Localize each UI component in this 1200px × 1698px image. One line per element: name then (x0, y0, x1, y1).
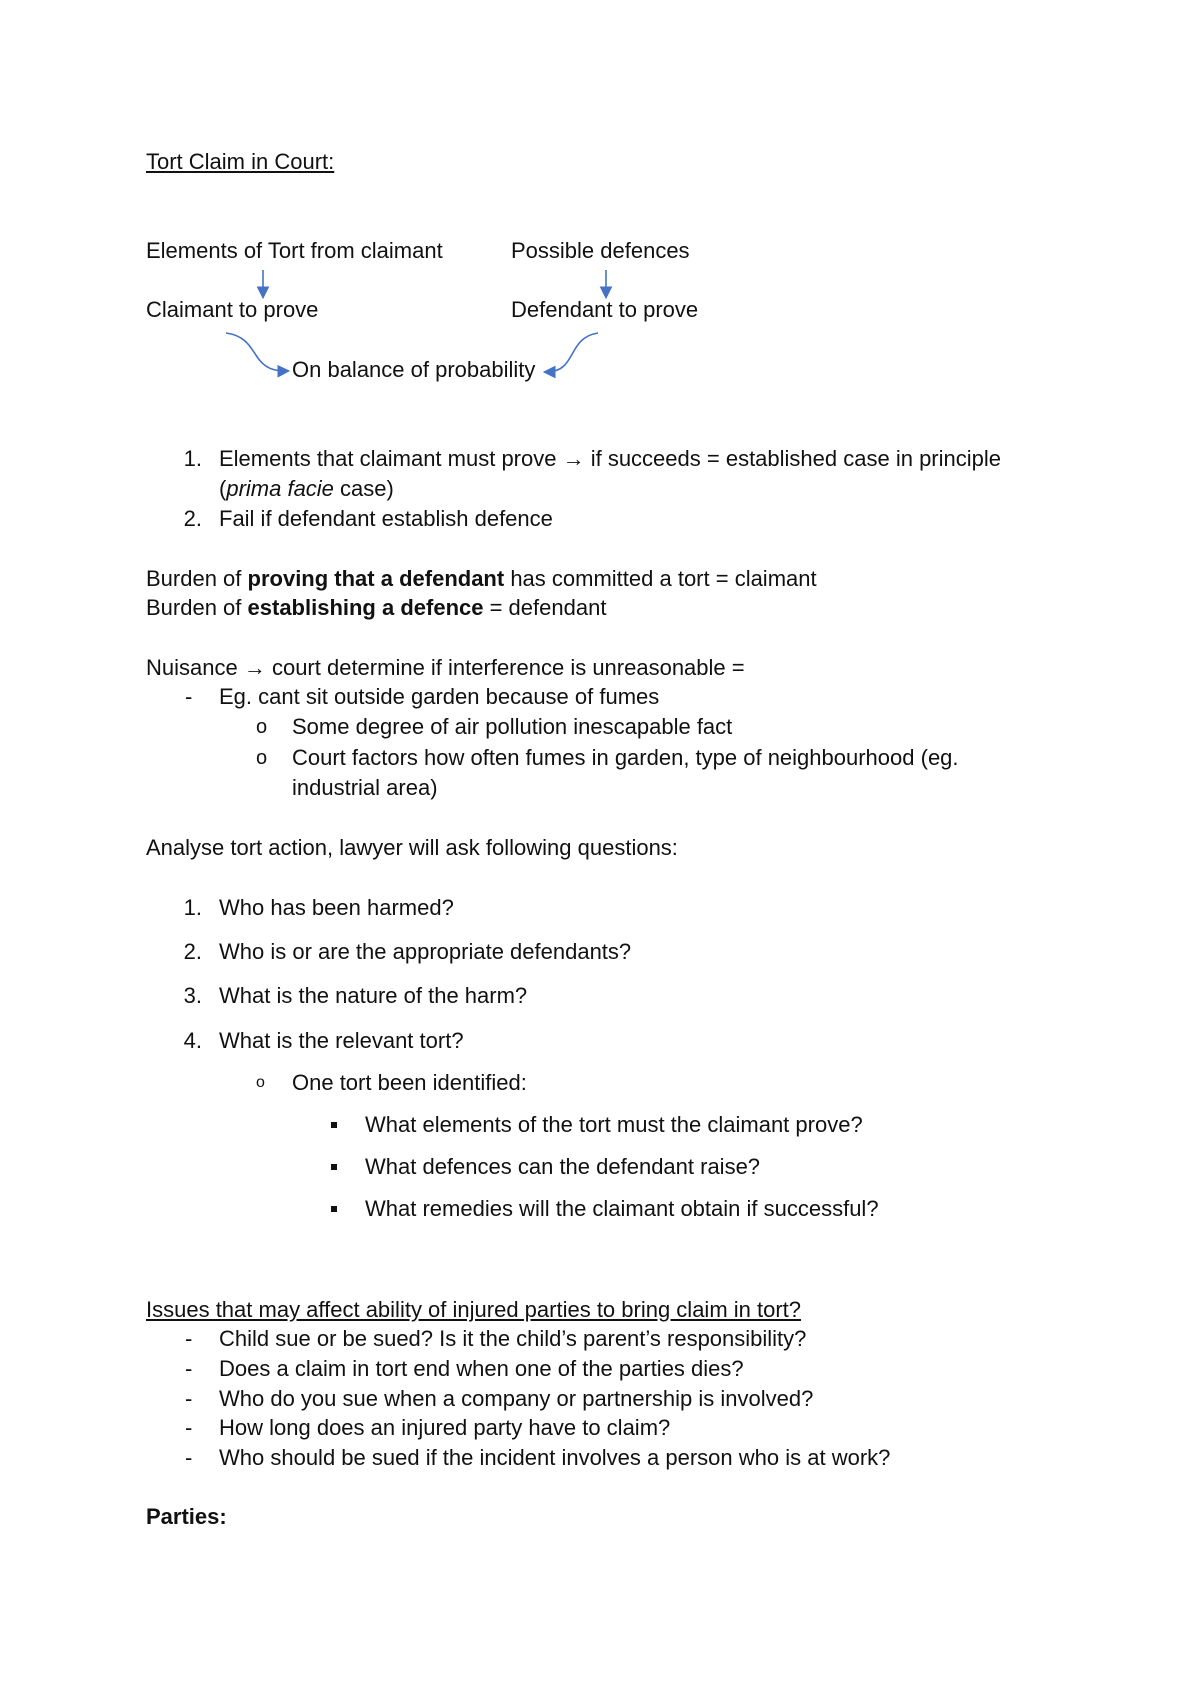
list-number: 2. (183, 506, 202, 531)
dash-bullet: - (185, 1386, 193, 1411)
list-item: Elements that claimant must prove → if succeeds = established case in principle (219, 446, 1001, 471)
question-subsub-item: What defences can the defendant raise? (365, 1154, 761, 1179)
list-item: Fail if defendant establish defence (219, 506, 553, 531)
dash-bullet: - (185, 1356, 193, 1381)
page-title: Tort Claim in Court: (146, 149, 335, 174)
nuisance-sub-item: Some degree of air pollution inescapable fact (292, 714, 733, 739)
question-number: 3. (183, 983, 202, 1008)
question-number: 2. (183, 939, 202, 964)
square-bullet-icon (331, 1122, 337, 1128)
question-sub-item: One tort been identified: (292, 1070, 527, 1095)
question-number: 4. (183, 1028, 202, 1053)
issue-item: Child sue or be sued? Is it the child’s parent’s responsibility? (219, 1326, 807, 1351)
burden-line-claimant: Burden of proving that a defendant has committed a tort = claimant (146, 566, 817, 591)
list-item-continuation: (prima facie case) (219, 476, 394, 501)
nuisance-heading: Nuisance → court determine if interference is unreasonable = (146, 655, 745, 680)
diagram-right-top: Possible defences (511, 238, 690, 263)
circle-bullet-icon: o (256, 747, 268, 769)
arrow-right-icon: → (243, 655, 266, 680)
diagram-right-bottom: Defendant to prove (511, 297, 699, 322)
dash-bullet: - (185, 1415, 193, 1440)
arrow-curve-left-icon (226, 333, 287, 371)
issue-item: Who should be sued if the incident involves a person who is at work? (219, 1445, 891, 1470)
dash-bullet: - (185, 684, 193, 709)
question-item: What is the nature of the harm? (219, 983, 528, 1008)
analyse-intro: Analyse tort action, lawyer will ask following questions: (146, 835, 678, 860)
circle-bullet-icon: o (256, 716, 268, 738)
question-item: Who is or are the appropriate defendants? (219, 939, 632, 964)
diagram-left-bottom: Claimant to prove (146, 297, 319, 322)
issue-item: How long does an injured party have to claim? (219, 1415, 671, 1440)
issues-heading: Issues that may affect ability of injured parties to bring claim in tort? (146, 1297, 802, 1322)
circle-bullet-icon: o (256, 1074, 265, 1091)
list-number: 1. (183, 446, 202, 471)
diagram-arrows (0, 0, 1200, 420)
diagram-center: On balance of probability (292, 357, 536, 382)
burden-line-defendant: Burden of establishing a defence = defendant (146, 595, 607, 620)
question-subsub-item: What elements of the tort must the claimant prove? (365, 1112, 863, 1137)
question-item: Who has been harmed? (219, 895, 454, 920)
nuisance-sub-item: Court factors how often fumes in garden, type of neighbourhood (eg. (292, 745, 959, 770)
question-item: What is the relevant tort? (219, 1028, 464, 1053)
diagram-left-top: Elements of Tort from claimant (146, 238, 443, 263)
issue-item: Who do you sue when a company or partnership is involved? (219, 1386, 814, 1411)
issue-item: Does a claim in tort end when one of the parties dies? (219, 1356, 744, 1381)
square-bullet-icon (331, 1206, 337, 1212)
dash-bullet: - (185, 1326, 193, 1351)
parties-heading: Parties: (146, 1504, 227, 1529)
nuisance-sub-item-continuation: industrial area) (292, 775, 438, 800)
nuisance-example: Eg. cant sit outside garden because of fumes (219, 684, 660, 709)
question-subsub-item: What remedies will the claimant obtain if successful? (365, 1196, 879, 1221)
question-number: 1. (183, 895, 202, 920)
arrow-curve-right-icon (546, 333, 598, 372)
arrow-right-icon: → (562, 446, 585, 471)
square-bullet-icon (331, 1164, 337, 1170)
dash-bullet: - (185, 1445, 193, 1470)
